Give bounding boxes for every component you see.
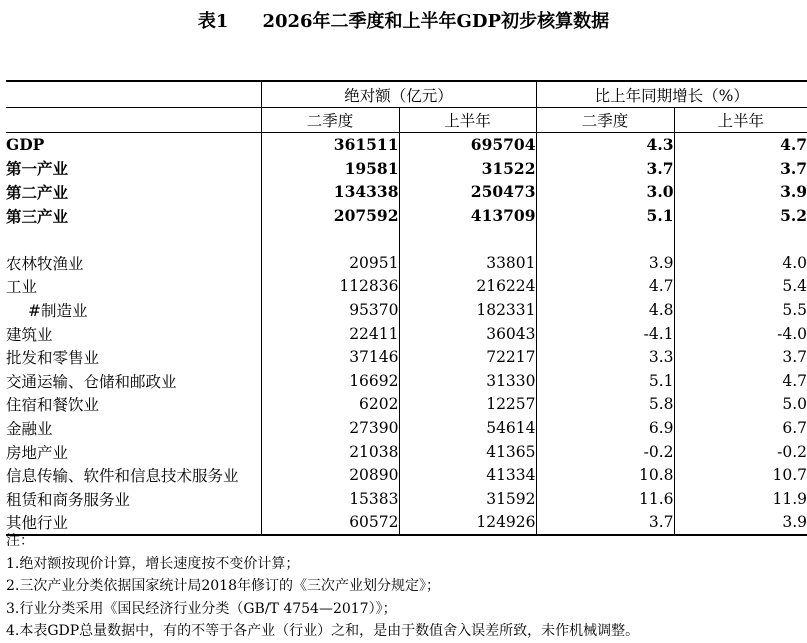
table-row — [6, 393, 807, 417]
abs-q2: 6202 — [261, 393, 399, 417]
abs-q2: 20890 — [261, 463, 399, 487]
table-row — [6, 180, 807, 204]
growth-q2: -0.2 — [536, 440, 674, 464]
row-name: 第二产业 — [6, 182, 69, 202]
table-row — [6, 463, 807, 487]
abs-q2: 19581 — [261, 157, 399, 181]
abs-q2: 15383 — [261, 487, 399, 511]
abs-h1: 31330 — [399, 369, 536, 393]
table-row — [6, 298, 807, 322]
growth-q2: 3.9 — [536, 251, 674, 275]
notes-label: 注： — [6, 533, 34, 549]
growth-q2: 4.8 — [536, 298, 674, 322]
abs-h1: 250473 — [399, 180, 536, 204]
growth-q2: 4.3 — [536, 133, 674, 157]
header-absolute: 绝对额（亿元） — [261, 81, 536, 108]
header-growth-q2: 二季度 — [536, 108, 674, 133]
row-name: 房地产业 — [6, 443, 69, 462]
abs-q2: 27390 — [261, 416, 399, 440]
table-row — [6, 416, 807, 440]
abs-q2: 22411 — [261, 322, 399, 346]
growth-q2: 3.0 — [536, 180, 674, 204]
abs-q2: 207592 — [261, 204, 399, 228]
row-name: 其他行业 — [6, 511, 261, 536]
note-item: 2.三次产业分类依据国家统计局2018年修订的《三次产业划分规定》； — [6, 578, 440, 595]
growth-h1: 4.0 — [674, 251, 807, 275]
row-name: 农林牧渔业 — [6, 254, 84, 273]
row-name: 建筑业 — [6, 325, 53, 344]
growth-h1: 5.2 — [674, 204, 807, 228]
row-name: 金融业 — [6, 419, 53, 438]
row-name: 信息传输、软件和信息技术服务业 — [6, 467, 239, 486]
row-name: 工业 — [6, 278, 38, 297]
growth-h1: 5.5 — [674, 298, 807, 322]
header-blank-2 — [6, 108, 261, 133]
growth-q2: -4.1 — [536, 322, 674, 346]
growth-h1: 11.9 — [674, 487, 807, 511]
growth-h1: 3.9 — [674, 511, 807, 536]
abs-q2: 16692 — [261, 369, 399, 393]
table-title — [0, 7, 807, 37]
header-row-groups — [6, 81, 807, 108]
table-title-text: 2026年二季度和上半年GDP初步核算数据 — [262, 11, 610, 32]
table-row — [6, 345, 807, 369]
row-name: 批发和零售业 — [6, 349, 100, 368]
row-name: 住宿和餐饮业 — [6, 396, 100, 415]
row-name: 第三产业 — [6, 206, 69, 226]
abs-h1: 33801 — [399, 251, 536, 275]
table-row — [6, 369, 807, 393]
gdp-table — [6, 80, 807, 536]
table-row — [6, 251, 807, 275]
growth-h1: 5.4 — [674, 275, 807, 299]
table-notes — [6, 530, 806, 643]
table-row — [6, 487, 807, 511]
row-name: 第一产业 — [6, 159, 69, 179]
abs-h1: 695704 — [399, 133, 536, 157]
abs-h1: 182331 — [399, 298, 536, 322]
abs-h1: 36043 — [399, 322, 536, 346]
growth-q2: 3.7 — [536, 511, 674, 536]
table-row — [6, 133, 807, 157]
growth-h1: -4.0 — [674, 322, 807, 346]
table-row — [6, 322, 807, 346]
abs-q2: 37146 — [261, 345, 399, 369]
header-abs-q2: 二季度 — [261, 108, 399, 133]
growth-h1: 5.0 — [674, 393, 807, 417]
header-blank — [6, 81, 261, 108]
table-number: 表1 — [197, 11, 229, 32]
abs-h1: 124926 — [399, 511, 536, 536]
abs-q2: 112836 — [261, 275, 399, 299]
abs-h1: 12257 — [399, 393, 536, 417]
growth-h1: 10.7 — [674, 463, 807, 487]
growth-h1: 4.7 — [674, 133, 807, 157]
growth-q2: 5.1 — [536, 204, 674, 228]
growth-h1: 3.9 — [674, 180, 807, 204]
growth-q2: 3.7 — [536, 157, 674, 181]
abs-h1: 54614 — [399, 416, 536, 440]
growth-q2: 5.1 — [536, 369, 674, 393]
header-abs-h1: 上半年 — [399, 108, 536, 133]
growth-q2: 5.8 — [536, 393, 674, 417]
spacer-row — [6, 227, 807, 251]
growth-h1: -0.2 — [674, 440, 807, 464]
abs-q2: 21038 — [261, 440, 399, 464]
abs-q2: 60572 — [261, 511, 399, 536]
abs-h1: 72217 — [399, 345, 536, 369]
abs-h1: 31592 — [399, 487, 536, 511]
row-name: 租赁和商务服务业 — [6, 490, 131, 509]
note-item: 1.绝对额按现价计算，增长速度按不变价计算； — [6, 555, 300, 572]
growth-q2: 6.9 — [536, 416, 674, 440]
note-item: 3.行业分类采用《国民经济行业分类（GB/T 4754—2017）》； — [6, 600, 397, 617]
table-row — [6, 275, 807, 299]
growth-h1: 3.7 — [674, 157, 807, 181]
growth-h1: 6.7 — [674, 416, 807, 440]
header-growth-h1: 上半年 — [674, 108, 807, 133]
abs-q2: 134338 — [261, 180, 399, 204]
abs-h1: 41334 — [399, 463, 536, 487]
growth-h1: 4.7 — [674, 369, 807, 393]
growth-q2: 4.7 — [536, 275, 674, 299]
abs-h1: 413709 — [399, 204, 536, 228]
abs-q2: 361511 — [261, 133, 399, 157]
table-row — [6, 440, 807, 464]
growth-h1: 3.7 — [674, 345, 807, 369]
header-growth: 比上年同期增长（%） — [536, 81, 807, 108]
growth-q2: 10.8 — [536, 463, 674, 487]
abs-h1: 41365 — [399, 440, 536, 464]
abs-h1: 216224 — [399, 275, 536, 299]
row-name: GDP — [6, 135, 45, 155]
table-row — [6, 204, 807, 228]
row-name: 交通运输、仓储和邮政业 — [6, 372, 177, 391]
header-row-periods — [6, 108, 807, 133]
abs-h1: 31522 — [399, 157, 536, 181]
abs-q2: 95370 — [261, 298, 399, 322]
note-item: 4.本表GDP总量数据中，有的不等于各产业（行业）之和，是由于数值舍入误差所致，未作机械调整。 — [6, 623, 640, 640]
table-row — [6, 157, 807, 181]
row-name: #制造业 — [28, 301, 88, 320]
growth-q2: 3.3 — [536, 345, 674, 369]
growth-q2: 11.6 — [536, 487, 674, 511]
abs-q2: 20951 — [261, 251, 399, 275]
